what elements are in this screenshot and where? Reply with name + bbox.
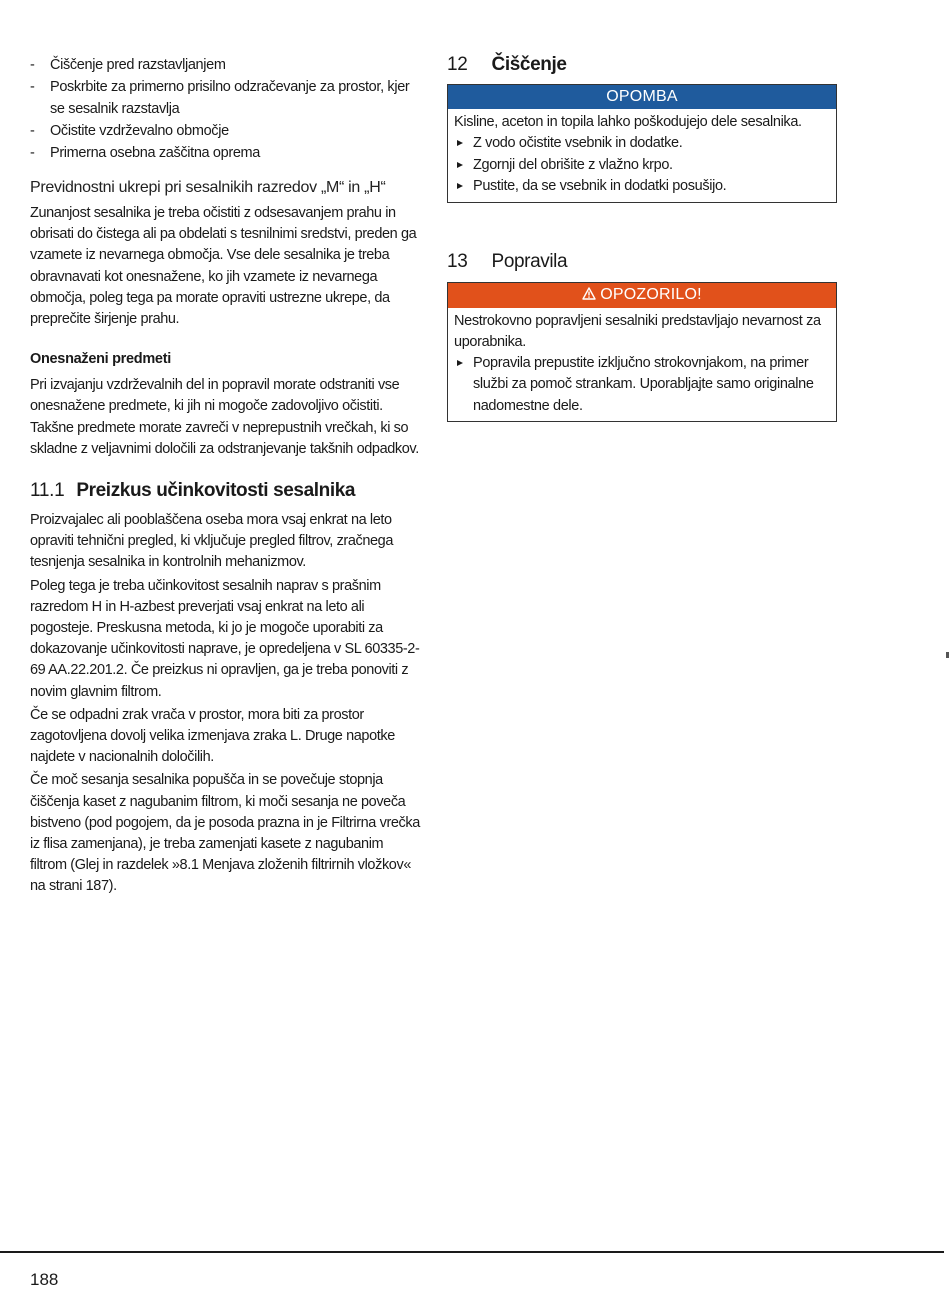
paragraph: Če se odpadni zrak vrača v prostor, mora biti za prostor zagotovljena dovolj velika izmenjava zraka L. Druge napotke najdete v nacionalnih določilih. — [30, 706, 395, 766]
section-13-heading — [447, 251, 837, 273]
notice-body — [448, 109, 836, 202]
warning-box — [447, 282, 837, 423]
warning-intro: Nestrokovno popravljeni sesalniki predstavljajo nevarnost za uporabnika. — [454, 312, 821, 350]
contaminated-items-heading: Onesnaženi predmeti — [30, 351, 171, 368]
section-title: Čiščenje — [491, 54, 567, 75]
paragraph: Poleg tega je treba učinkovitost sesalnih naprav s prašnim razredom H in H-azbest preverjati vsaj enkrat na leto ali pogosteje. Preskusna metoda, ki jo je mogoče uporabiti za dokazovanje učinkovitosti naprave, je opredeljena v SL 60335-2-69 AA.22.201.2. Če preizkus ni opravljen, ga je treba ponoviti z novim glavnim filtrom. — [30, 577, 420, 700]
left-column — [30, 54, 422, 898]
list-item: Popravila prepustite izključno strokovnjakom, na primer službi za pomoč strankam. Uporabljajte samo originalne nadomestne dele. — [454, 353, 830, 418]
warning-steps — [454, 353, 830, 418]
warning-triangle-icon — [582, 284, 596, 308]
notice-label: OPOMBA — [448, 85, 836, 109]
warning-body — [448, 308, 836, 422]
list-item: - Poskrbite za primerno prisilno odzračevanje za prostor, kjer se sesalnik razstavlja — [30, 76, 422, 120]
notice-steps — [454, 133, 830, 198]
list-item: - Primerna osebna zaščitna oprema — [30, 142, 422, 164]
list-item: - Očistite vzdrževalno območje — [30, 120, 422, 142]
list-item: Zgornji del obrišite z vlažno krpo. — [454, 155, 830, 177]
section-number: 13 — [447, 250, 468, 272]
paragraph: Proizvajalec ali pooblaščena oseba mora vsaj enkrat na leto opraviti tehnični pregled, ki vključuje pregled filtrov, zračnega tesnjenja sesalnika in kontrolnih mehanizmov. — [30, 512, 394, 571]
precautions-paragraph: Zunanjost sesalnika je treba očistiti z odsesavanjem prahu in obrisati do čistega ali pa obdelati s tesnilnimi sredstvi, preden ga vzamete iz nevarnega območja. Vse dele sesalnika je treba obravnavati kot onesnažene, ko jih vzamete iz nevarnega območja, poleg tega pa morate opraviti ustrezne ukrepe, da preprečite širjenje prahu. — [30, 205, 417, 328]
list-item: Pustite, da se vsebnik in dodatki posušijo. — [454, 176, 830, 198]
page-number: 188 — [30, 1270, 59, 1289]
section-title: Preizkus učinkovitosti sesalnika — [76, 480, 356, 502]
warning-header — [448, 283, 836, 308]
warning-label: OPOZORILO! — [600, 285, 702, 303]
paragraph: Če moč sesanja sesalnika popušča in se povečuje stopnja čiščenja kaset z nagubanim filtrom, ki moči sesanja ne poveča bistveno (pod pogojem, da je posoda prazna in je Filtrirna vrečka iz flisa zamenjana), je treba zamenjati kasete z nagubanim filtrom (Glej in razdelek »8.1 Menjava zloženih filtrirnih vložkov« na strani 187). — [30, 772, 420, 895]
section-12-heading — [447, 54, 837, 76]
list-item: - Čiščenje pred razstavljanjem — [30, 54, 422, 76]
contaminated-items-paragraph: Pri izvajanju vzdrževalnih del in popravil morate odstraniti vse onesnažene predmete, ki jih ni mogoče zadovoljivo očistiti. Takšne predmete morate zavreči v neprepustnih vrečkah, ki so skladne z veljavnimi določili za odstranjevanje takšnih odpadkov. — [30, 377, 419, 457]
section-title: Popravila — [491, 250, 568, 272]
preparation-list — [30, 54, 422, 164]
footer-divider — [0, 1251, 944, 1253]
section-number: 12 — [447, 54, 468, 75]
notice-intro: Kisline, aceton in topila lahko poškodujejo dele sesalnika. — [454, 114, 802, 130]
notice-box — [447, 84, 837, 203]
section-11-1-heading — [30, 480, 422, 502]
list-item: Z vodo očistite vsebnik in dodatke. — [454, 133, 830, 155]
right-column — [447, 54, 837, 422]
edge-mark — [946, 652, 949, 658]
section-number: 11.1 — [30, 480, 65, 502]
precautions-heading: Previdnostni ukrepi pri sesalnikih razredov „M“ in „H“ — [30, 179, 386, 196]
